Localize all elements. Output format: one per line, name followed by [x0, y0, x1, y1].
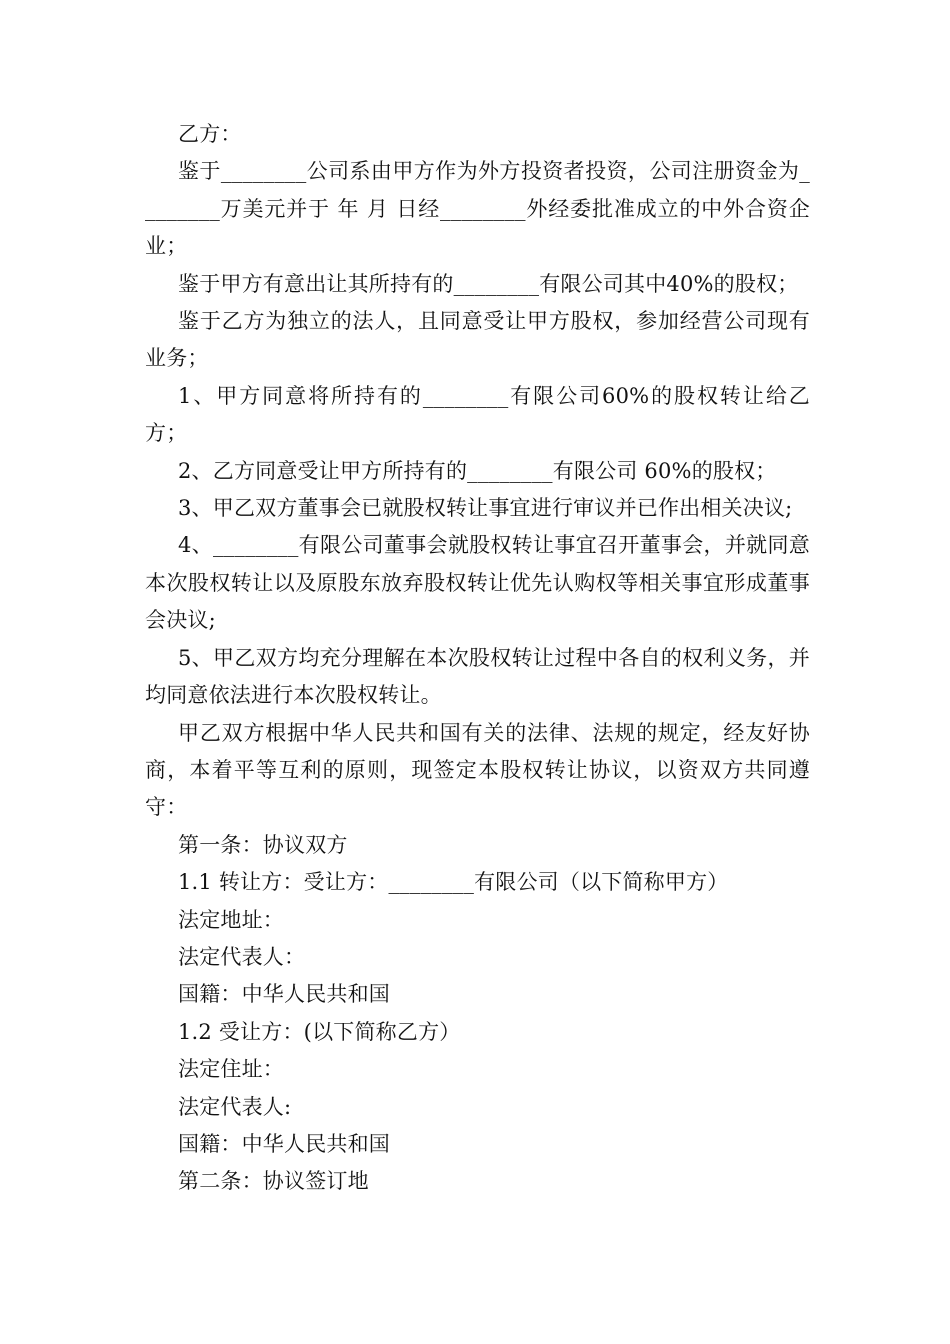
paragraph-whereas-transfer-intent: 鉴于甲方有意出让其所持有的________有限公司其中40%的股权；: [178, 271, 799, 296]
paragraph-agreement-basis: 甲乙双方根据中华人民共和国有关的法律、法规的规定，经友好协商，本着平等互利的原则，现签定本股权转让协议，以资双方共同遵守：: [145, 720, 810, 820]
field-nationality-b: 国籍：中华人民共和国: [178, 1131, 390, 1156]
paragraph-whereas-acceptance: 鉴于乙方为独立的法人，且同意受让甲方股权，参加经营公司现有业务；: [145, 309, 810, 371]
field-legal-representative-a: 法定代表人：: [178, 944, 306, 969]
paragraph-item-1: 1、甲方同意将所持有的________有限公司60%的股权转让给乙方；: [145, 383, 810, 446]
paragraph-item-3: 3、甲乙双方董事会已就股权转让事宜进行审议并已作出相关决议;: [178, 496, 793, 521]
paragraph-item-4: 4、________有限公司董事会就股权转让事宜召开董事会，并就同意本次股权转让以及原股东放弃股权转让优先认购权等相关事宜形成董事会决议;: [145, 533, 810, 633]
clause-1-2: 1.2 受让方：(以下简称乙方）: [178, 1019, 461, 1044]
field-legal-representative-b: 法定代表人:: [178, 1094, 292, 1119]
field-nationality-a: 国籍：中华人民共和国: [178, 982, 390, 1007]
field-legal-address: 法定地址：: [178, 907, 284, 932]
paragraph-whereas-company: 鉴于________公司系由甲方作为外方投资者投资，公司注册资金为________万美元并于 年 月 日经________外经委批准成立的中外合资企业；: [145, 159, 810, 259]
paragraph-item-2: 2、乙方同意受让甲方所持有的________有限公司 60%的股权；: [178, 458, 777, 483]
field-legal-residence: 法定住址：: [178, 1057, 284, 1082]
clause-1-1: 1.1 转让方：受让方：________有限公司（以下简称甲方）: [178, 870, 729, 895]
article-2-heading: 第二条：协议签订地: [178, 1169, 369, 1194]
article-1-heading: 第一条：协议双方: [178, 832, 348, 857]
document-body: [145, 116, 810, 1201]
paragraph-party-b: 乙方：: [178, 122, 242, 146]
paragraph-item-5: 5、甲乙双方均充分理解在本次股权转让过程中各自的权利义务，并均同意依法进行本次股权转让。: [145, 645, 810, 708]
